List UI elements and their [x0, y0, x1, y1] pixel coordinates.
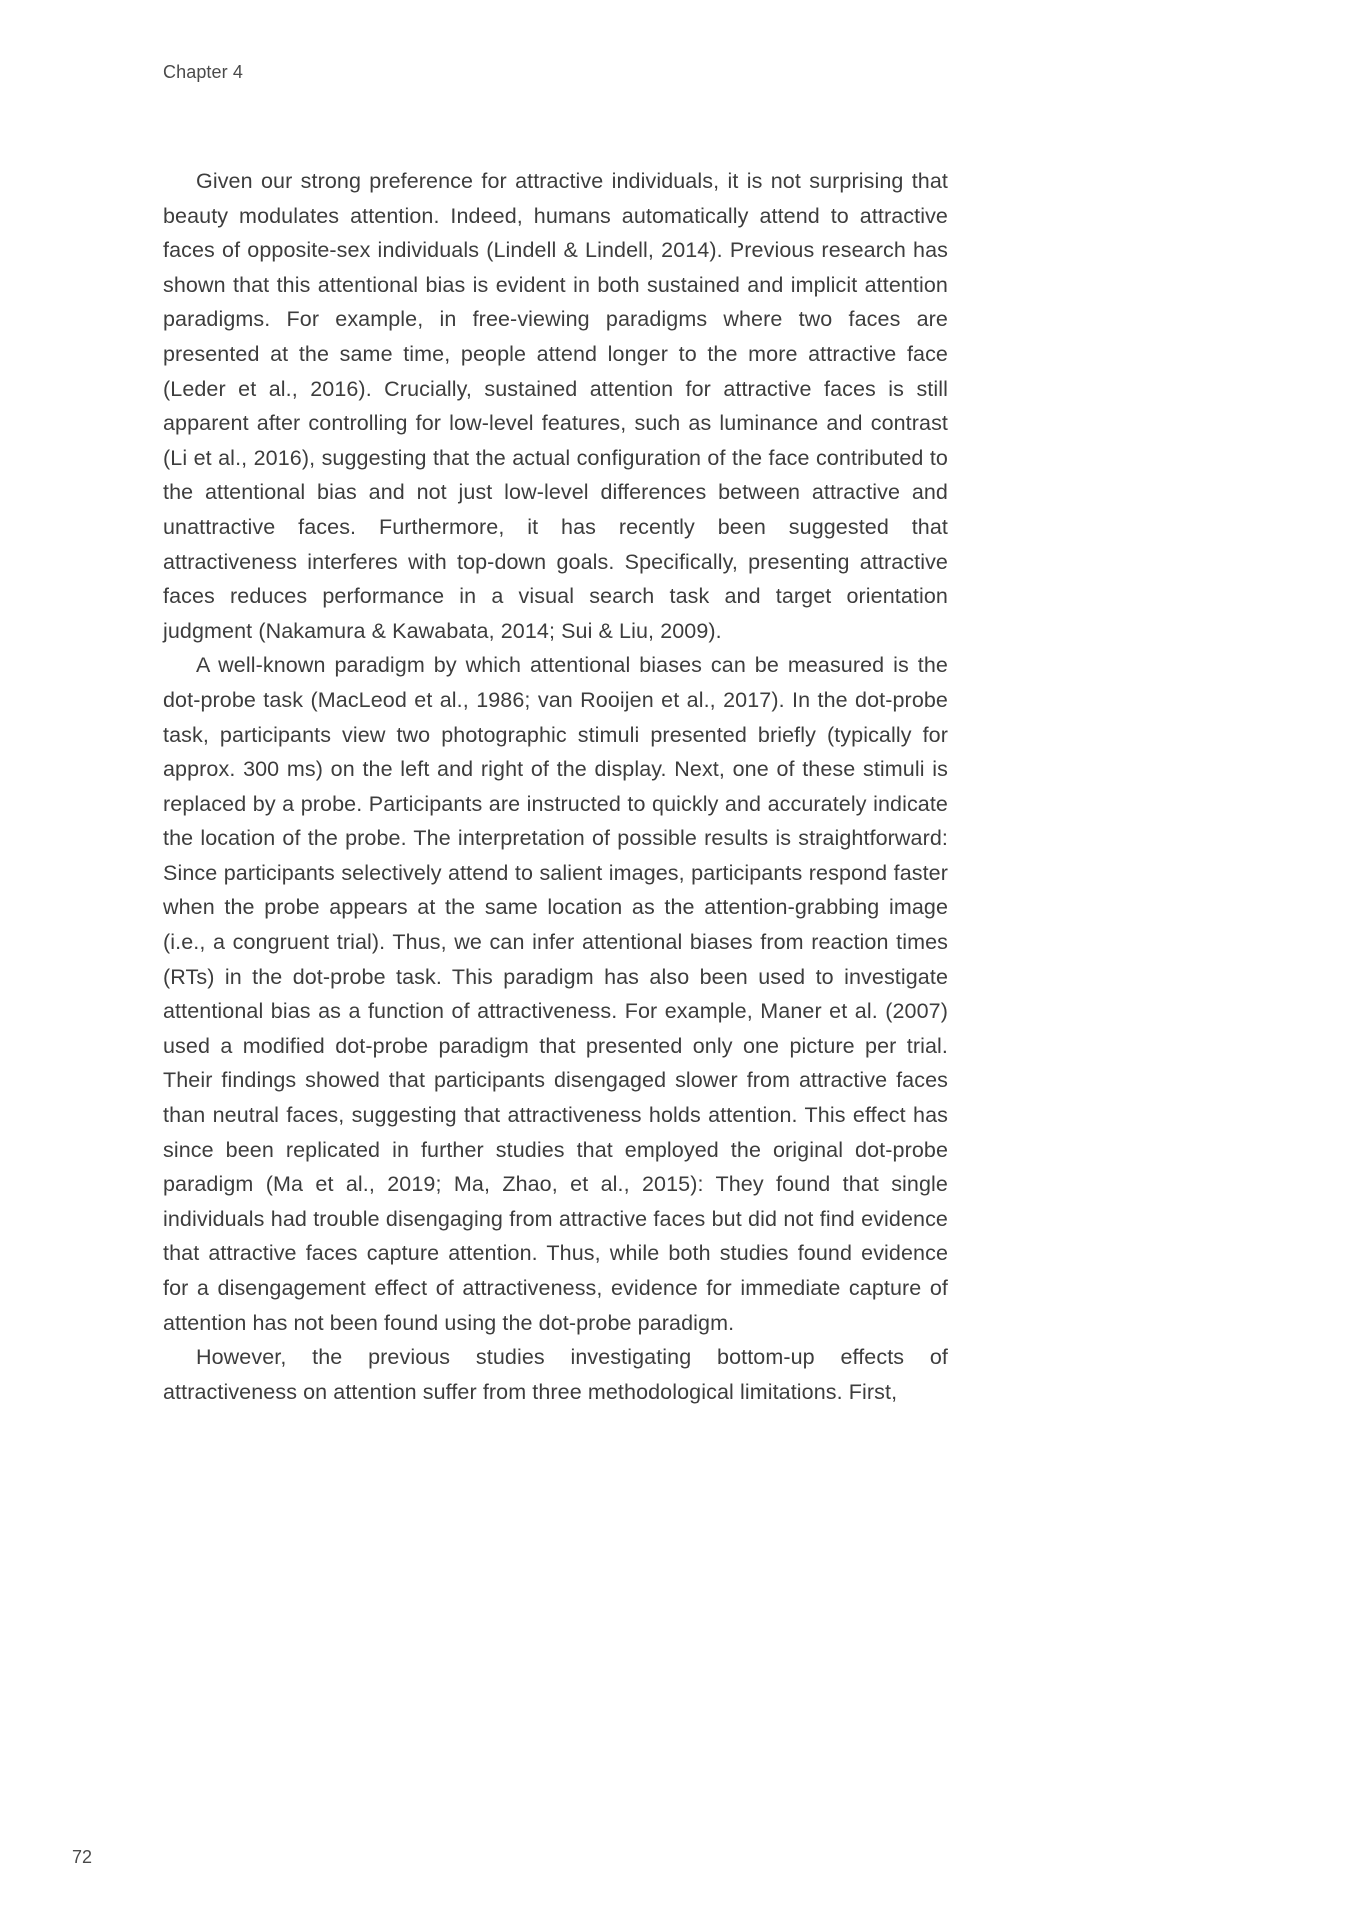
- paragraph-1: Given our strong preference for attractive individuals, it is not surprising that beauty modulates attention. Indeed, humans automatically attend to attractive faces of opposite-sex individuals (Lindell & Lindell, 2014). Previous research has shown that this attentional bias is evident in both sustained and implicit attention paradigms. For example, in free-viewing paradigms where two faces are presented at the same time, people attend longer to the more attractive face (Leder et al., 2016). Crucially, sustained attention for attractive faces is still apparent after controlling for low-level features, such as luminance and contrast (Li et al., 2016), suggesting that the actual configuration of the face contributed to the attentional bias and not just low-level differences between attractive and unattractive faces. Furthermore, it has recently been suggested that attractiveness interferes with top-down goals. Specifically, presenting attractive faces reduces performance in a visual search task and target orientation judgment (Nakamura & Kawabata, 2014; Sui & Liu, 2009).: [163, 169, 948, 643]
- page-number: 72: [72, 1847, 93, 1867]
- chapter-header: Chapter 4: [163, 62, 243, 82]
- body-text: [163, 164, 948, 1409]
- paragraph-2: A well-known paradigm by which attentional biases can be measured is the dot-probe task (MacLeod et al., 1986; van Rooijen et al., 2017). In the dot-probe task, participants view two photographic stimuli presented briefly (typically for approx. 300 ms) on the left and right of the display. Next, one of these stimuli is replaced by a probe. Participants are instructed to quickly and accurately indicate the location of the probe. The interpretation of possible results is straightforward: Since participants selectively attend to salient images, participants respond faster when the probe appears at the same location as the attention-grabbing image (i.e., a congruent trial). Thus, we can infer attentional biases from reaction times (RTs) in the dot-probe task. This paradigm has also been used to investigate attentional bias as a function of attractiveness. For example, Maner et al. (2007) used a modified dot-probe paradigm that presented only one picture per trial. Their findings showed that participants disengaged slower from attractive faces than neutral faces, suggesting that attractiveness holds attention. This effect has since been replicated in further studies that employed the original dot-probe paradigm (Ma et al., 2019; Ma, Zhao, et al., 2015): They found that single individuals had trouble disengaging from attractive faces but did not find evidence that attractive faces capture attention. Thus, while both studies found evidence for a disengagement effect of attractiveness, evidence for immediate capture of attention has not been found using the dot-probe paradigm.: [163, 653, 948, 1335]
- paragraph-3: However, the previous studies investigating bottom-up effects of attractiveness on attention suffer from three methodological limitations. First,: [163, 1345, 948, 1404]
